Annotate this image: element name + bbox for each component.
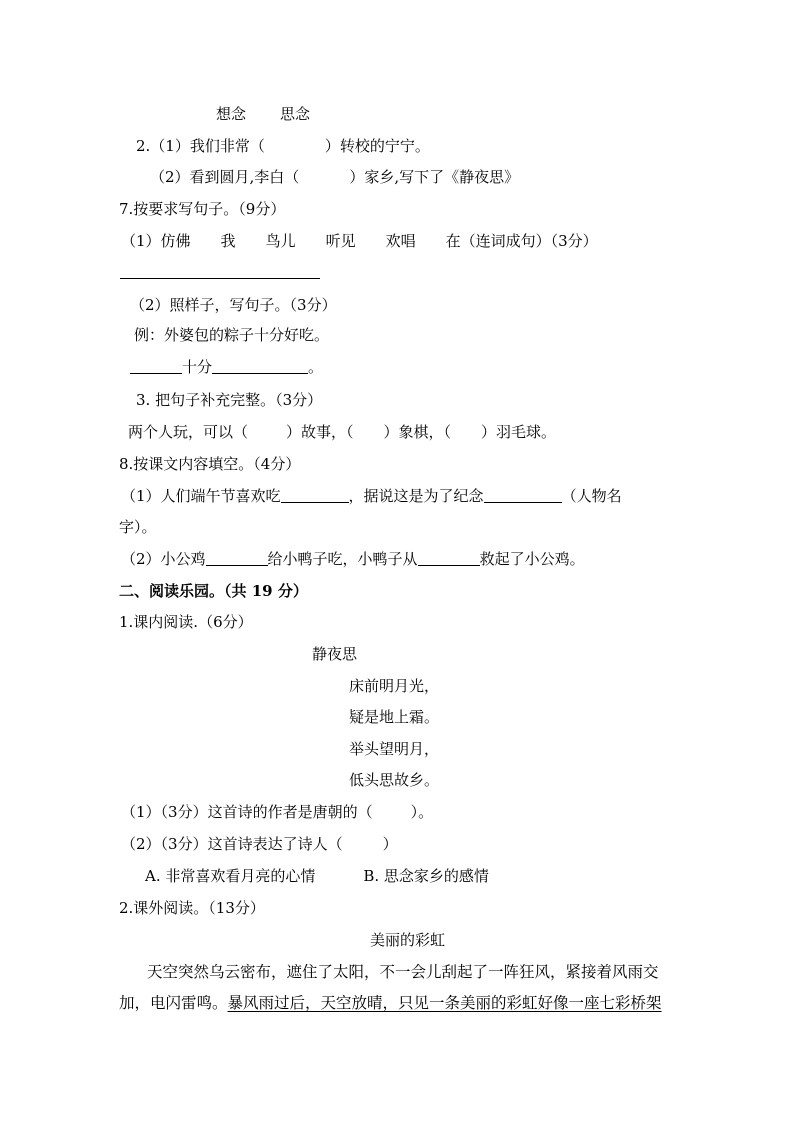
q6-sentence-1: 2.（1）我们非常（ ）转校的宁宁。 xyxy=(136,137,430,155)
poem-line: 疑是地上霜。 xyxy=(349,708,440,726)
poem-title: 静夜思 xyxy=(312,645,358,663)
reading1-title: 1.课内阅读.（6分） xyxy=(119,613,253,631)
answer-blank[interactable] xyxy=(206,551,268,566)
q6-sentence-2: （2）看到圆月,李白（ ）家乡,写下了《静夜思》 xyxy=(150,168,520,186)
answer-blank[interactable] xyxy=(484,488,562,503)
q7-part2-answer: 十分 。 xyxy=(130,357,323,377)
word-choice-2: 思念 xyxy=(280,105,311,123)
passage-title: 美丽的彩虹 xyxy=(370,931,446,949)
reading1-q1: （1）（3分）这首诗的作者是唐朝的（ ）。 xyxy=(121,803,434,821)
passage-line: 天空突然乌云密布，遮住了太阳，不一会儿刮起了一阵狂风，紧接着风雨交 xyxy=(147,963,659,981)
q7-part3-title: 3. 把句子补充完整。（3分） xyxy=(136,391,323,409)
reading2-title: 2.课外阅读。（13分） xyxy=(119,899,265,917)
q7-example: 例：外婆包的粽子十分好吃。 xyxy=(134,326,330,344)
underlined-sentence: 暴风雨过后，天空放晴，只见一条美丽的彩虹好像一座七彩桥架 xyxy=(227,994,662,1012)
answer-blank[interactable] xyxy=(212,359,308,374)
q8-line1: （1）人们端午节喜欢吃 ，据说这是为了纪念 （人物名 xyxy=(121,487,622,505)
reading1-q2: （2）（3分）这首诗表达了诗人（ ） xyxy=(121,835,398,853)
option-b[interactable]: B. 思念家乡的感情 xyxy=(363,867,489,885)
word-choice-1: 想念 xyxy=(216,105,247,123)
q8-line1-cont: 字）。 xyxy=(119,518,157,536)
q7-part2-title: （2）照样子，写句子。（3分） xyxy=(130,296,337,314)
q7-part3-sentence: 两个人玩，可以（ ）故事，（ ）象棋，（ ）羽毛球。 xyxy=(128,423,557,441)
answer-line[interactable] xyxy=(120,278,320,279)
q8-title: 8.按课文内容填空。（4分） xyxy=(119,455,301,473)
answer-blank[interactable] xyxy=(281,488,349,503)
q8-line2: （2）小公鸡 给小鸭子吃，小鸭子从 救起了小公鸡。 xyxy=(121,550,585,568)
option-a[interactable]: A. 非常喜欢看月亮的心情 xyxy=(145,867,316,885)
answer-blank[interactable] xyxy=(130,359,182,374)
poem-line: 举头望明月， xyxy=(349,740,440,758)
answer-blank[interactable] xyxy=(418,551,480,566)
section-heading: 二、阅读乐园。（共 19 分） xyxy=(119,582,308,600)
poem-line: 床前明月光， xyxy=(349,677,440,695)
q7-part1: （1）仿佛 我 鸟儿 听见 欢唱 在（连词成句）（3分） xyxy=(121,232,598,250)
q7-title: 7.按要求写句子。（9分） xyxy=(119,200,286,218)
option-row xyxy=(145,866,489,886)
poem-line: 低头思故乡。 xyxy=(349,771,440,789)
passage-line: 加，电闪雷鸣。暴风雨过后，天空放晴，只见一条美丽的彩虹好像一座七彩桥架 xyxy=(119,994,662,1012)
word-choice-row xyxy=(216,104,310,124)
